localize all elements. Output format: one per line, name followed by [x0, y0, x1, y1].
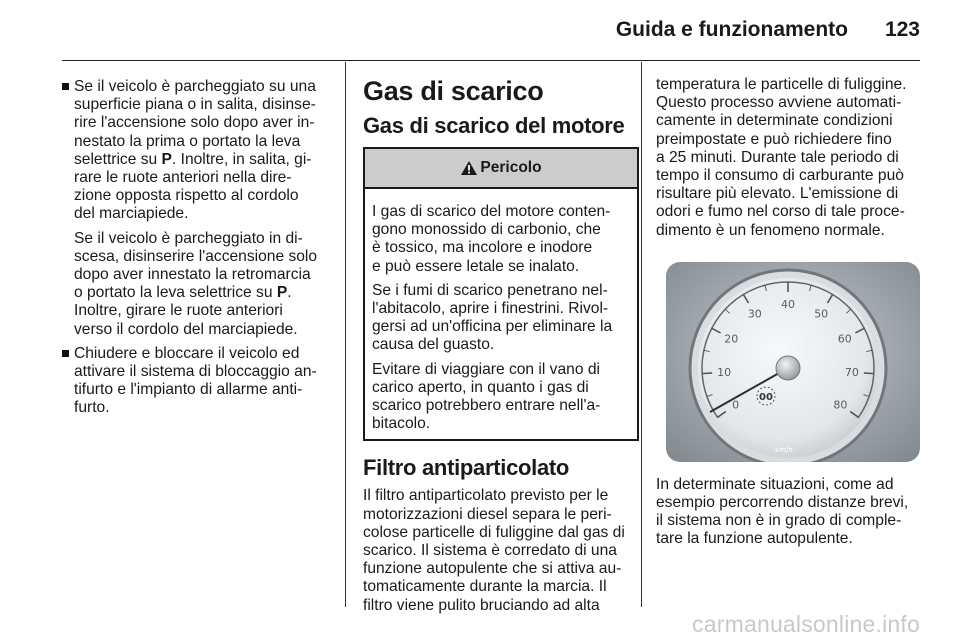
text-line: tomaticamente durante la marcia. Il — [363, 578, 607, 596]
text-line: colose particelle di fuliggine dal gas di — [363, 523, 625, 541]
text-line: odori e fumo nel corso di tale proce- — [656, 203, 905, 221]
text-line: verso il cordolo del marciapiede. — [74, 320, 298, 338]
speedometer-figure — [666, 262, 920, 462]
gauge-tick-label: 10 — [717, 366, 732, 380]
bullet-square-icon — [62, 83, 69, 90]
text-line: Se il veicolo è parcheggiato su una — [74, 78, 316, 95]
text-line: scesa, disinserire l'accensione solo — [74, 247, 318, 265]
gauge-tick-label: 80 — [833, 398, 848, 412]
text-span: . — [287, 284, 292, 302]
text-line: I gas di scarico del motore conten- — [372, 203, 611, 220]
text-line: camente in determinate condizioni — [656, 112, 893, 130]
bold-gear-letter: P — [161, 150, 172, 168]
text-line: risultare più elevato. L'emissione di — [656, 185, 899, 203]
column-left — [62, 62, 342, 607]
text-line: dimento è un fenomeno normale. — [656, 221, 885, 239]
text-line: rare le ruote anteriori nella dire- — [74, 169, 292, 187]
parking-paragraph-downhill — [74, 230, 342, 339]
text-line: Inoltre, girare le ruote anteriori — [74, 302, 283, 320]
text-line: a 25 minuti. Durante tale periodo di — [656, 148, 899, 166]
text-line: Se i fumi di scarico penetrano nel- — [372, 281, 608, 299]
warning-paragraph-co — [372, 203, 630, 276]
text-span: o portato la leva selettrice su — [74, 284, 277, 302]
text-line: furto. — [74, 399, 110, 417]
bullet-item-lock — [62, 345, 342, 418]
text-line: funzione autopulente che si attiva au- — [363, 560, 622, 578]
heading-engine-exhaust: Gas di scarico del motore — [363, 113, 625, 138]
text-line: temperatura le particelle di fuliggine. — [656, 76, 907, 93]
warning-paragraph-cargo — [372, 361, 630, 434]
column-right — [641, 62, 931, 607]
gauge-center-cap — [776, 356, 800, 380]
text-line: zione opposta rispetto al cordolo — [74, 187, 299, 205]
gauge-tick-label: 0 — [732, 398, 740, 412]
gauge-tick-label: 40 — [781, 297, 795, 311]
text-line: è tossico, ma incolore e inodore — [372, 239, 593, 257]
text-line: Evitare di viaggiare con il vano di — [372, 360, 600, 378]
text-span: . Inoltre, in salita, gi- — [171, 150, 312, 168]
text-line: causa del guasto. — [372, 336, 495, 354]
text-line: filtro viene pulito bruciando ad alta — [363, 596, 600, 614]
gauge-tick-label: 60 — [837, 332, 852, 346]
parking-paragraph-uphill — [74, 78, 342, 224]
text-line: tare la funzione autopulente. — [656, 530, 853, 548]
text-line: nestato la prima o portato la leva — [74, 132, 301, 150]
text-line: bitacolo. — [372, 415, 431, 433]
text-line: Se il veicolo è parcheggiato in di- — [74, 229, 303, 247]
text-line: Il filtro antiparticolato previsto per le — [363, 487, 609, 505]
page-header — [0, 0, 960, 62]
filter-paragraph — [363, 487, 639, 614]
text-line: dopo aver innestato la retromarcia — [74, 266, 311, 284]
text-line — [74, 284, 342, 302]
text-line: tifurto e l'impianto di allarme anti- — [74, 381, 303, 399]
gauge-major-tick — [702, 373, 712, 374]
warning-paragraph-fumes — [372, 282, 630, 355]
column-middle — [345, 62, 640, 614]
text-line: scarico potrebbero entrare nell'a- — [372, 397, 601, 415]
text-line: Chiudere e bloccare il veicolo ed — [74, 344, 300, 362]
warning-body — [365, 189, 637, 439]
gauge-major-tick — [864, 373, 874, 374]
text-line: motorizzazioni diesel separa le peri- — [363, 505, 612, 523]
heading-particulate-filter: Filtro antiparticolato — [363, 455, 570, 481]
text-line: scarico. Il sistema è corredato di una — [363, 542, 617, 560]
text-line: tempo il consumo di carburante può — [656, 167, 904, 185]
text-line: gersi ad un'officina per eliminare la — [372, 318, 613, 336]
watermark: carmanualsonline.info — [692, 611, 920, 637]
danger-warning-box — [363, 147, 639, 441]
bold-gear-letter: P — [276, 284, 288, 302]
filter-continued-paragraph — [656, 76, 931, 240]
text-line: Questo processo avviene automati- — [656, 94, 902, 112]
text-line: preimpostate e può richiedere fino — [656, 130, 892, 148]
speedometer-gauge-illustration — [666, 262, 920, 462]
gauge-unit-badge: km/h — [775, 445, 793, 454]
text-line: gono monossido di carbonio, che — [372, 221, 601, 239]
text-line: del marciapiede. — [74, 205, 189, 223]
gauge-tick-label: 70 — [844, 366, 859, 380]
text-line: e può essere letale se inalato. — [372, 257, 580, 275]
gauge-tick-label: 20 — [724, 332, 739, 346]
text-span: selettrice su — [74, 150, 162, 168]
dpf-indicator-text: 00 — [759, 391, 773, 403]
text-line — [74, 151, 342, 169]
warning-triangle-icon — [460, 160, 478, 176]
warning-title: Pericolo — [480, 158, 542, 176]
text-line: superficie piana o in salita, disinse- — [74, 96, 316, 114]
heading-exhaust-gas: Gas di scarico — [363, 76, 544, 106]
text-line: l'abitacolo, aprire i finestrini. Rivol- — [372, 300, 609, 318]
header-title: Guida e funzionamento — [615, 18, 848, 41]
text-line: il sistema non è in grado di comple- — [656, 512, 902, 530]
text-line: carico aperto, in quanto i gas di — [372, 378, 589, 396]
gauge-tick-label: 30 — [747, 307, 762, 321]
page-number: 123 — [884, 18, 920, 41]
bullet-item-parking — [62, 78, 342, 339]
header-rule — [62, 60, 920, 61]
text-line: attivare il sistema di bloccaggio an- — [74, 363, 317, 381]
text-line: rire l'accensione solo dopo aver in- — [74, 114, 315, 132]
text-line: esempio percorrendo distanze brevi, — [656, 494, 909, 512]
warning-header — [365, 149, 637, 189]
gauge-tick-label: 50 — [814, 307, 829, 321]
bullet-square-icon — [62, 350, 69, 357]
self-cleaning-paragraph — [656, 476, 931, 549]
text-line: In determinate situazioni, come ad — [656, 475, 894, 493]
